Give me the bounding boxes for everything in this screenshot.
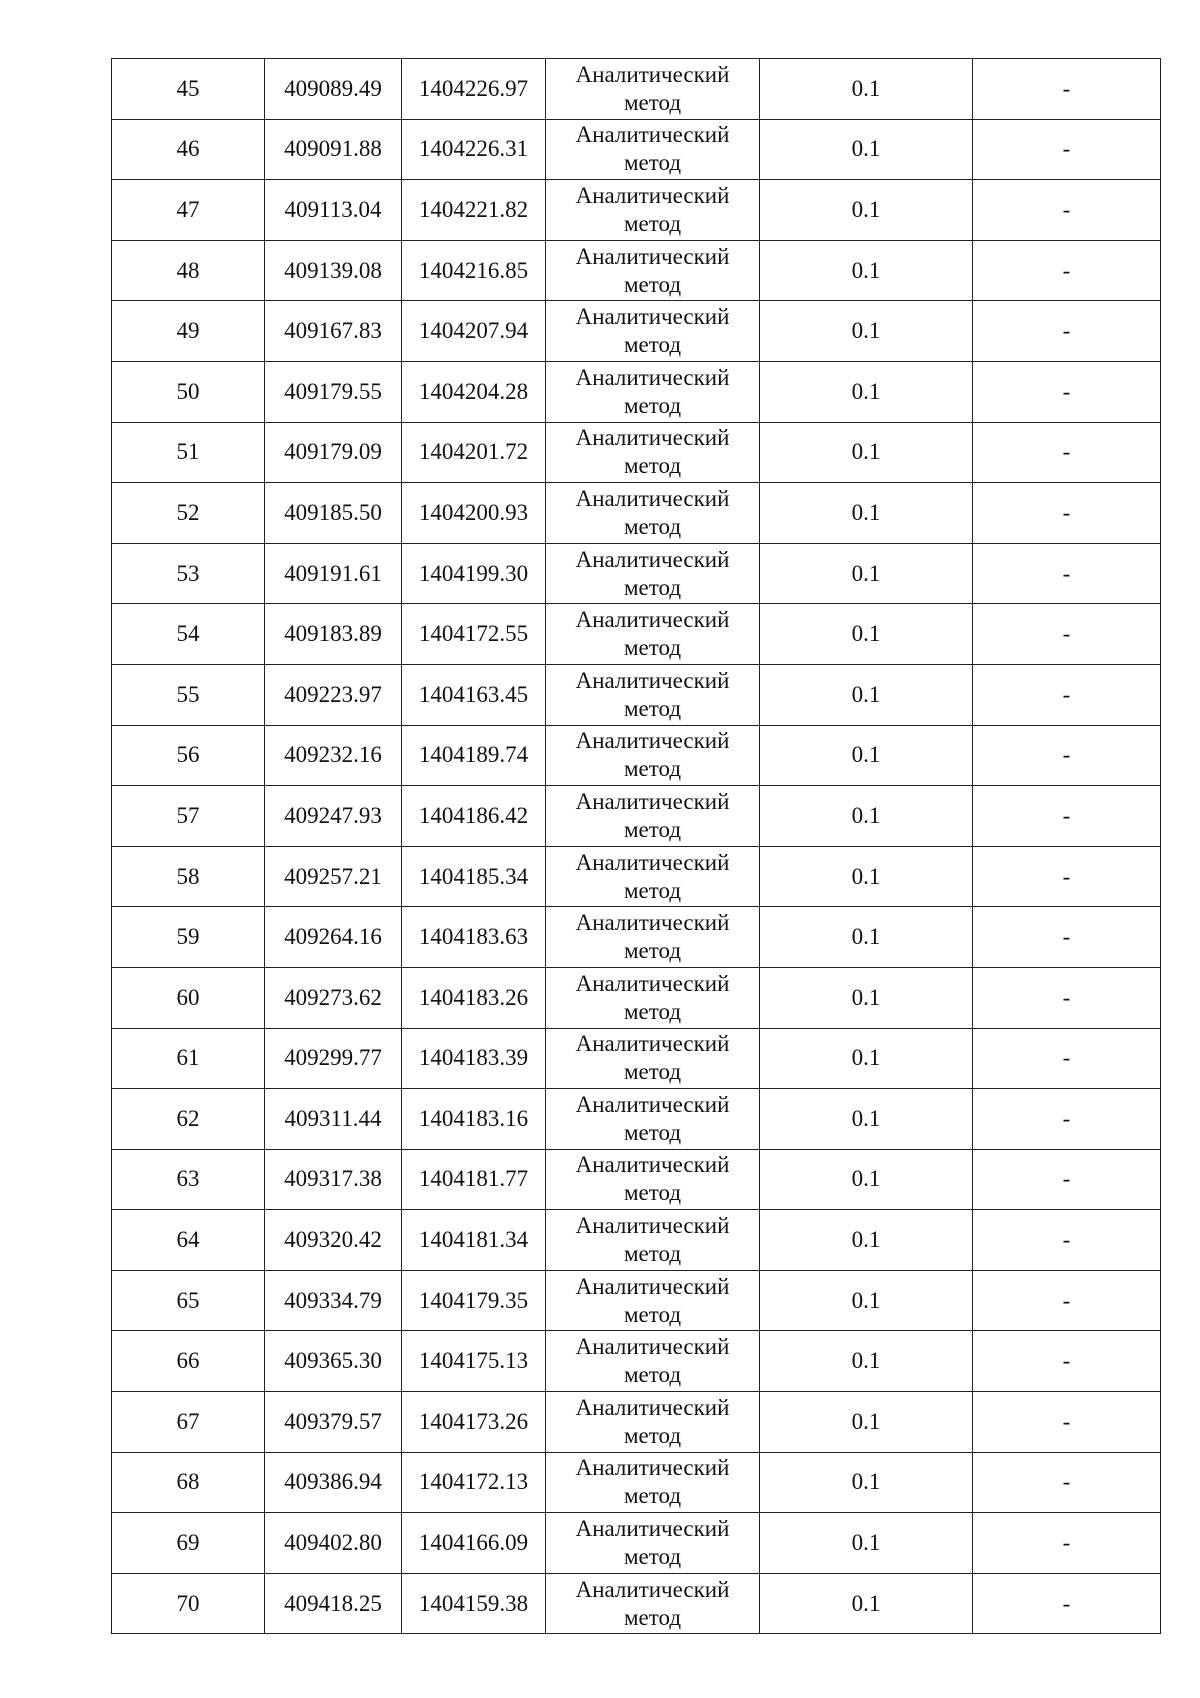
method-text-line1: Аналитический <box>575 788 730 814</box>
method-text-line1: Аналитический <box>575 243 730 269</box>
x-coordinate-cell: 409183.89 <box>265 604 402 665</box>
method-cell <box>546 1270 760 1331</box>
note-cell: - <box>973 907 1161 968</box>
point-number-cell: 70 <box>112 1573 265 1634</box>
note-cell: - <box>973 59 1161 120</box>
accuracy-cell: 0.1 <box>760 180 973 241</box>
method-text-line1: Аналитический <box>575 1516 730 1542</box>
point-number-cell: 60 <box>112 967 265 1028</box>
method-text-line2: метод <box>623 635 682 661</box>
point-number-cell: 69 <box>112 1513 265 1574</box>
method-text-line2: метод <box>623 1483 682 1509</box>
method-text-line2: метод <box>623 150 682 176</box>
method-text-line1: Аналитический <box>575 1091 730 1117</box>
point-number-cell: 67 <box>112 1392 265 1453</box>
note-cell: - <box>973 361 1161 422</box>
x-coordinate-cell: 409247.93 <box>265 786 402 847</box>
x-coordinate-cell: 409191.61 <box>265 543 402 604</box>
accuracy-cell: 0.1 <box>760 119 973 180</box>
method-cell <box>546 967 760 1028</box>
method-text-line1: Аналитический <box>575 1273 730 1299</box>
note-cell: - <box>973 604 1161 665</box>
note-cell: - <box>973 664 1161 725</box>
method-text-line2: метод <box>623 453 682 479</box>
point-number-cell: 50 <box>112 361 265 422</box>
method-text-line2: метод <box>623 1301 682 1327</box>
table-row <box>112 59 1161 120</box>
table-row <box>112 422 1161 483</box>
accuracy-cell: 0.1 <box>760 907 973 968</box>
table-row <box>112 240 1161 301</box>
method-text-line2: метод <box>623 998 682 1024</box>
point-number-cell: 63 <box>112 1149 265 1210</box>
method-text-line2: метод <box>623 1180 682 1206</box>
y-coordinate-cell: 1404226.97 <box>402 59 546 120</box>
accuracy-cell: 0.1 <box>760 301 973 362</box>
note-cell: - <box>973 1331 1161 1392</box>
y-coordinate-cell: 1404166.09 <box>402 1513 546 1574</box>
x-coordinate-cell: 409185.50 <box>265 483 402 544</box>
y-coordinate-cell: 1404226.31 <box>402 119 546 180</box>
method-cell <box>546 1089 760 1150</box>
table-row <box>112 1452 1161 1513</box>
accuracy-cell: 0.1 <box>760 240 973 301</box>
x-coordinate-cell: 409365.30 <box>265 1331 402 1392</box>
method-cell <box>546 1513 760 1574</box>
method-text-line1: Аналитический <box>575 1152 730 1178</box>
y-coordinate-cell: 1404189.74 <box>402 725 546 786</box>
y-coordinate-cell: 1404183.26 <box>402 967 546 1028</box>
note-cell: - <box>973 1452 1161 1513</box>
point-number-cell: 52 <box>112 483 265 544</box>
method-cell <box>546 1573 760 1634</box>
method-cell <box>546 604 760 665</box>
method-text-line1: Аналитический <box>575 546 730 572</box>
method-text-line2: метод <box>623 210 682 236</box>
accuracy-cell: 0.1 <box>760 422 973 483</box>
table-row <box>112 786 1161 847</box>
method-text-line2: метод <box>623 392 682 418</box>
method-text-line2: метод <box>623 695 682 721</box>
method-text-line2: метод <box>623 1241 682 1267</box>
note-cell: - <box>973 967 1161 1028</box>
point-number-cell: 65 <box>112 1270 265 1331</box>
table-row <box>112 180 1161 241</box>
method-cell <box>546 907 760 968</box>
table-row <box>112 1149 1161 1210</box>
point-number-cell: 53 <box>112 543 265 604</box>
method-text-line1: Аналитический <box>575 1576 730 1602</box>
table-row <box>112 1028 1161 1089</box>
method-text-line1: Аналитический <box>575 607 730 633</box>
x-coordinate-cell: 409311.44 <box>265 1089 402 1150</box>
x-coordinate-cell: 409317.38 <box>265 1149 402 1210</box>
y-coordinate-cell: 1404163.45 <box>402 664 546 725</box>
y-coordinate-cell: 1404199.30 <box>402 543 546 604</box>
x-coordinate-cell: 409334.79 <box>265 1270 402 1331</box>
method-text-line1: Аналитический <box>575 910 730 936</box>
method-cell <box>546 1392 760 1453</box>
point-number-cell: 68 <box>112 1452 265 1513</box>
method-text-line1: Аналитический <box>575 1334 730 1360</box>
method-cell <box>546 1331 760 1392</box>
method-text-line1: Аналитический <box>575 364 730 390</box>
x-coordinate-cell: 409232.16 <box>265 725 402 786</box>
method-text-line1: Аналитический <box>575 61 730 87</box>
y-coordinate-cell: 1404185.34 <box>402 846 546 907</box>
method-text-line1: Аналитический <box>575 728 730 754</box>
method-text-line2: метод <box>623 1422 682 1448</box>
point-number-cell: 57 <box>112 786 265 847</box>
note-cell: - <box>973 422 1161 483</box>
method-text-line1: Аналитический <box>575 1213 730 1239</box>
x-coordinate-cell: 409089.49 <box>265 59 402 120</box>
method-text-line2: метод <box>623 1362 682 1388</box>
table-row <box>112 967 1161 1028</box>
method-cell <box>546 59 760 120</box>
y-coordinate-cell: 1404181.34 <box>402 1210 546 1271</box>
y-coordinate-cell: 1404172.55 <box>402 604 546 665</box>
x-coordinate-cell: 409402.80 <box>265 1513 402 1574</box>
x-coordinate-cell: 409113.04 <box>265 180 402 241</box>
method-text-line2: метод <box>623 877 682 903</box>
method-cell <box>546 1028 760 1089</box>
y-coordinate-cell: 1404204.28 <box>402 361 546 422</box>
x-coordinate-cell: 409264.16 <box>265 907 402 968</box>
table-row <box>112 1573 1161 1634</box>
note-cell: - <box>973 301 1161 362</box>
method-text-line2: метод <box>623 1119 682 1145</box>
method-cell <box>546 725 760 786</box>
accuracy-cell: 0.1 <box>760 483 973 544</box>
method-cell <box>546 846 760 907</box>
accuracy-cell: 0.1 <box>760 1331 973 1392</box>
accuracy-cell: 0.1 <box>760 1270 973 1331</box>
method-text-line1: Аналитический <box>575 182 730 208</box>
note-cell: - <box>973 1573 1161 1634</box>
method-text-line1: Аналитический <box>575 1455 730 1481</box>
point-number-cell: 64 <box>112 1210 265 1271</box>
accuracy-cell: 0.1 <box>760 1149 973 1210</box>
table-row <box>112 1210 1161 1271</box>
method-text-line2: метод <box>623 1604 682 1630</box>
x-coordinate-cell: 409418.25 <box>265 1573 402 1634</box>
method-cell <box>546 1210 760 1271</box>
accuracy-cell: 0.1 <box>760 664 973 725</box>
accuracy-cell: 0.1 <box>760 967 973 1028</box>
y-coordinate-cell: 1404179.35 <box>402 1270 546 1331</box>
point-number-cell: 59 <box>112 907 265 968</box>
accuracy-cell: 0.1 <box>760 846 973 907</box>
accuracy-cell: 0.1 <box>760 1089 973 1150</box>
method-text-line2: метод <box>623 1059 682 1085</box>
accuracy-cell: 0.1 <box>760 1513 973 1574</box>
method-text-line1: Аналитический <box>575 970 730 996</box>
method-text-line1: Аналитический <box>575 667 730 693</box>
y-coordinate-cell: 1404183.16 <box>402 1089 546 1150</box>
method-cell <box>546 483 760 544</box>
table-row <box>112 119 1161 180</box>
note-cell: - <box>973 1392 1161 1453</box>
point-number-cell: 48 <box>112 240 265 301</box>
accuracy-cell: 0.1 <box>760 543 973 604</box>
method-text-line2: метод <box>623 938 682 964</box>
table-row <box>112 361 1161 422</box>
x-coordinate-cell: 409273.62 <box>265 967 402 1028</box>
point-number-cell: 62 <box>112 1089 265 1150</box>
y-coordinate-cell: 1404201.72 <box>402 422 546 483</box>
note-cell: - <box>973 786 1161 847</box>
accuracy-cell: 0.1 <box>760 59 973 120</box>
method-cell <box>546 119 760 180</box>
method-text-line2: метод <box>623 816 682 842</box>
point-number-cell: 47 <box>112 180 265 241</box>
method-text-line1: Аналитический <box>575 122 730 148</box>
table-row <box>112 725 1161 786</box>
note-cell: - <box>973 1089 1161 1150</box>
method-cell <box>546 180 760 241</box>
accuracy-cell: 0.1 <box>760 604 973 665</box>
table-row <box>112 301 1161 362</box>
accuracy-cell: 0.1 <box>760 1452 973 1513</box>
point-number-cell: 61 <box>112 1028 265 1089</box>
table-row <box>112 1270 1161 1331</box>
y-coordinate-cell: 1404159.38 <box>402 1573 546 1634</box>
method-cell <box>546 361 760 422</box>
point-number-cell: 45 <box>112 59 265 120</box>
method-text-line1: Аналитический <box>575 1394 730 1420</box>
note-cell: - <box>973 1028 1161 1089</box>
table-row <box>112 1089 1161 1150</box>
x-coordinate-cell: 409139.08 <box>265 240 402 301</box>
method-cell <box>546 1149 760 1210</box>
y-coordinate-cell: 1404183.39 <box>402 1028 546 1089</box>
y-coordinate-cell: 1404175.13 <box>402 1331 546 1392</box>
x-coordinate-cell: 409179.09 <box>265 422 402 483</box>
method-text-line2: метод <box>623 332 682 358</box>
method-cell <box>546 786 760 847</box>
accuracy-cell: 0.1 <box>760 361 973 422</box>
point-number-cell: 58 <box>112 846 265 907</box>
y-coordinate-cell: 1404200.93 <box>402 483 546 544</box>
note-cell: - <box>973 1513 1161 1574</box>
method-text-line1: Аналитический <box>575 485 730 511</box>
y-coordinate-cell: 1404172.13 <box>402 1452 546 1513</box>
method-cell <box>546 240 760 301</box>
method-text-line1: Аналитический <box>575 304 730 330</box>
y-coordinate-cell: 1404207.94 <box>402 301 546 362</box>
x-coordinate-cell: 409223.97 <box>265 664 402 725</box>
x-coordinate-cell: 409091.88 <box>265 119 402 180</box>
method-text-line1: Аналитический <box>575 425 730 451</box>
method-text-line2: метод <box>623 756 682 782</box>
point-number-cell: 55 <box>112 664 265 725</box>
note-cell: - <box>973 543 1161 604</box>
note-cell: - <box>973 483 1161 544</box>
table-row <box>112 664 1161 725</box>
table-row <box>112 1513 1161 1574</box>
y-coordinate-cell: 1404181.77 <box>402 1149 546 1210</box>
note-cell: - <box>973 119 1161 180</box>
coordinates-table <box>111 58 1161 1634</box>
x-coordinate-cell: 409257.21 <box>265 846 402 907</box>
point-number-cell: 46 <box>112 119 265 180</box>
table-row <box>112 846 1161 907</box>
x-coordinate-cell: 409299.77 <box>265 1028 402 1089</box>
table-row <box>112 1392 1161 1453</box>
x-coordinate-cell: 409386.94 <box>265 1452 402 1513</box>
x-coordinate-cell: 409179.55 <box>265 361 402 422</box>
note-cell: - <box>973 1149 1161 1210</box>
method-cell <box>546 422 760 483</box>
point-number-cell: 51 <box>112 422 265 483</box>
method-text-line2: метод <box>623 271 682 297</box>
method-text-line2: метод <box>623 89 682 115</box>
method-text-line2: метод <box>623 513 682 539</box>
point-number-cell: 54 <box>112 604 265 665</box>
method-text-line2: метод <box>623 1544 682 1570</box>
note-cell: - <box>973 846 1161 907</box>
accuracy-cell: 0.1 <box>760 786 973 847</box>
point-number-cell: 56 <box>112 725 265 786</box>
y-coordinate-cell: 1404186.42 <box>402 786 546 847</box>
method-text-line1: Аналитический <box>575 849 730 875</box>
table-row <box>112 604 1161 665</box>
x-coordinate-cell: 409379.57 <box>265 1392 402 1453</box>
accuracy-cell: 0.1 <box>760 1210 973 1271</box>
y-coordinate-cell: 1404221.82 <box>402 180 546 241</box>
note-cell: - <box>973 725 1161 786</box>
method-text-line2: метод <box>623 574 682 600</box>
point-number-cell: 49 <box>112 301 265 362</box>
accuracy-cell: 0.1 <box>760 1392 973 1453</box>
y-coordinate-cell: 1404183.63 <box>402 907 546 968</box>
accuracy-cell: 0.1 <box>760 1573 973 1634</box>
table-row <box>112 907 1161 968</box>
note-cell: - <box>973 1210 1161 1271</box>
method-cell <box>546 664 760 725</box>
y-coordinate-cell: 1404216.85 <box>402 240 546 301</box>
method-cell <box>546 543 760 604</box>
note-cell: - <box>973 1270 1161 1331</box>
method-text-line1: Аналитический <box>575 1031 730 1057</box>
accuracy-cell: 0.1 <box>760 725 973 786</box>
point-number-cell: 66 <box>112 1331 265 1392</box>
table-row <box>112 543 1161 604</box>
method-cell <box>546 1452 760 1513</box>
x-coordinate-cell: 409320.42 <box>265 1210 402 1271</box>
table-row <box>112 483 1161 544</box>
table-body <box>112 59 1161 1634</box>
x-coordinate-cell: 409167.83 <box>265 301 402 362</box>
y-coordinate-cell: 1404173.26 <box>402 1392 546 1453</box>
method-cell <box>546 301 760 362</box>
table-row <box>112 1331 1161 1392</box>
note-cell: - <box>973 240 1161 301</box>
note-cell: - <box>973 180 1161 241</box>
accuracy-cell: 0.1 <box>760 1028 973 1089</box>
